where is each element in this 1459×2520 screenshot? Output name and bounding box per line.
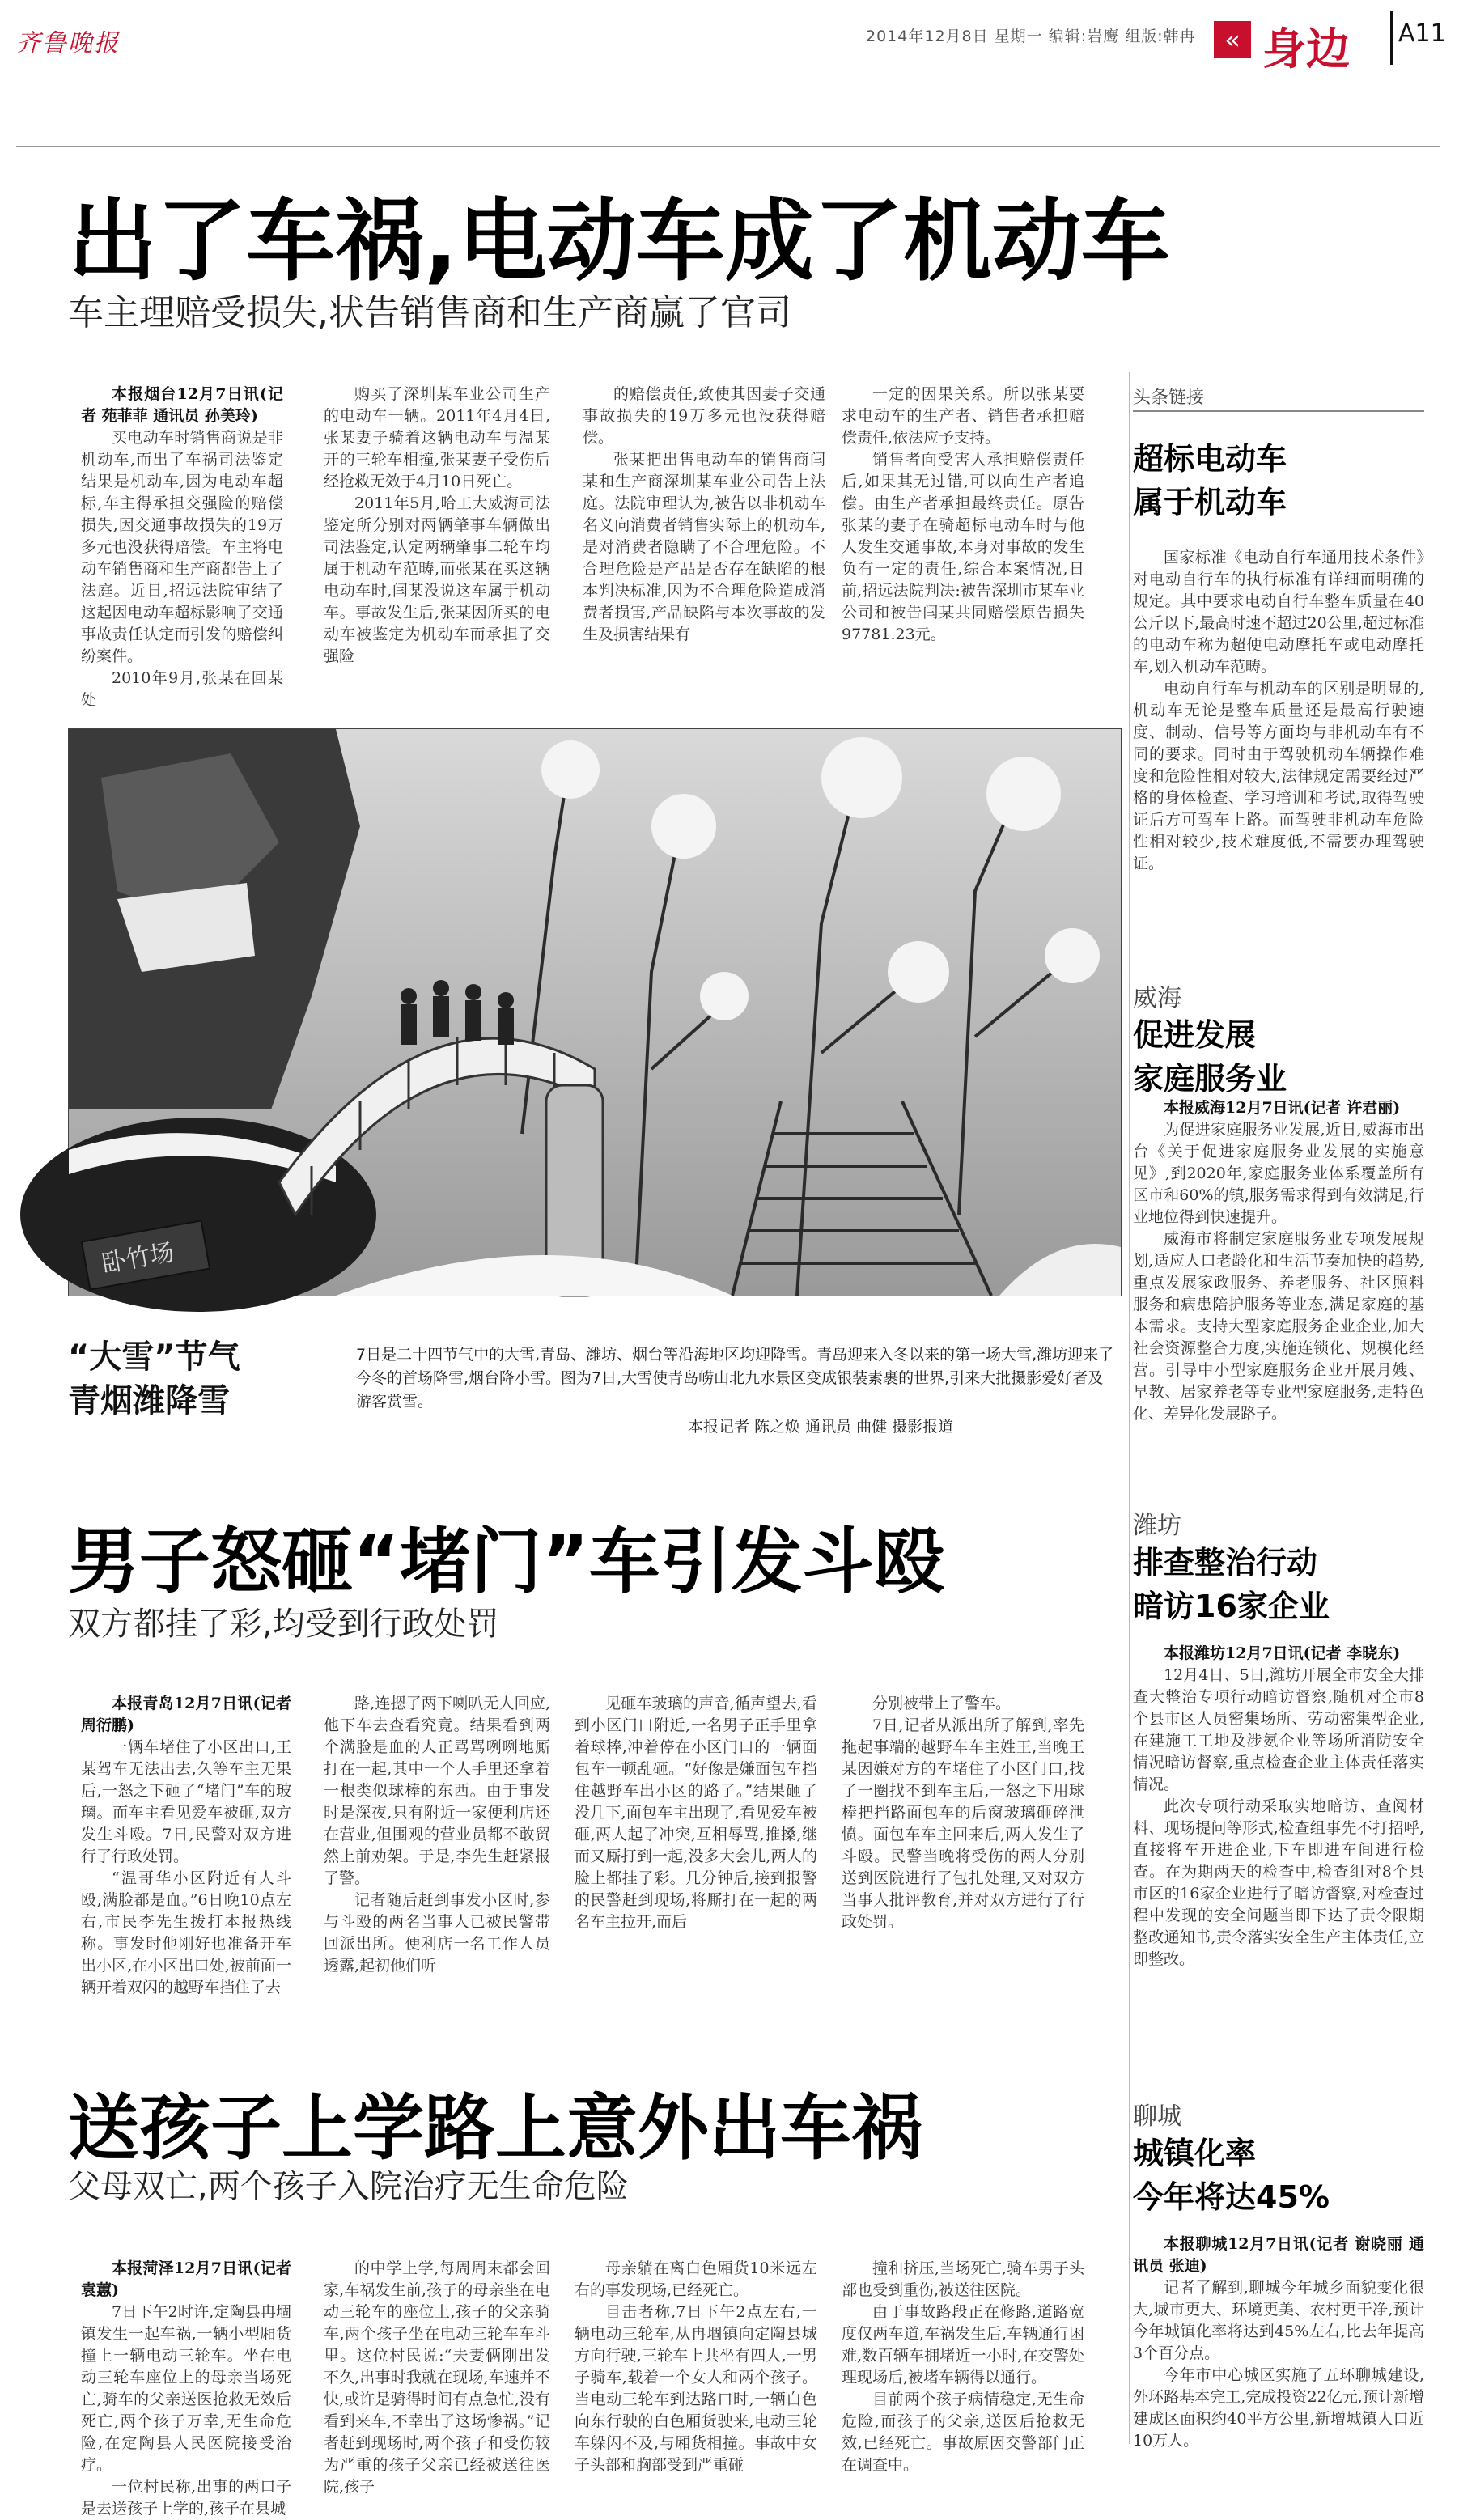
story2-column-2 <box>324 1693 550 2033</box>
paragraph: 一位村民称,出事的两口子是去送孩子上学的,孩子在县城 <box>81 2478 291 2518</box>
paragraph: 目击者称,7日下午2点左右,一辆电动三轮车,从冉堌镇向定陶县城方向行驶,三轮车上共坐有四人,一男子骑车,载着一个女人和两个孩子。当电动三轮车到达路口时,一辆白色向东行驶的白色厢货驶来,电动三轮车躲闪不及,与厢货相撞。事故中女子头部和胸部受到严重碰 <box>575 2303 817 2474</box>
paragraph: 路,连摁了两下喇叭无人回应,他下车去查看究竟。结果看到两个满脸是血的人正骂骂咧咧地厮打在一起,其中一个人手里还拿着一根类似球棒的东西。由于事发时是深夜,只有附近一家便利店还在营业,但围观的营业员都不敢贸然上前劝架。于是,李先生赶紧报了警。 <box>324 1695 550 1887</box>
paragraph: “温哥华小区附近有人斗殴,满脸都是血。”6日晚10点左右,市民李先生拨打本报热线称。事发时他刚好也准备开车出小区,在小区出口处,被前面一辆开着双闪的越野车挡住了去 <box>81 1869 291 1996</box>
story1-headline: 出了车祸,电动车成了机动车 <box>68 189 1170 293</box>
paragraph: 由于事故路段正在修路,道路宽度仅两车道,车祸发生后,车辆通行困难,数百辆车拥堵近一小时,在交警处理现场后,被堵车辆得以通行。 <box>842 2303 1084 2386</box>
newspaper-logo: 齐鲁晚报 <box>16 29 120 57</box>
sidebar-title-line: 属于机动车 <box>1133 485 1287 520</box>
sidebar-block-2-body <box>1133 1097 1424 1478</box>
paragraph: 一辆车堵住了小区出口,王某驾车无法出去,久等车主无果后,一怒之下砸了“堵门”车的玻璃。而车主看见爱车被砸,双方发生斗殴。7日,民警对双方进行了行政处罚。 <box>81 1738 291 1865</box>
story1-column-3 <box>583 384 825 691</box>
paragraph: 威海市将制定家庭服务业专项发展规划,适应人口老龄化和生活节奏加快的趋势,重点发展家政服务、养老服务、社区照料服务和病患陪护服务等业态,满足家庭的基本需求。支持大型家庭服务企业企业,加大社会资源整合力度,实施连锁化、规模化经营。引导中小型家庭服务企业开展月嫂、早教、居家养老等专业型家庭服务,走特色化、差异化发展路子。 <box>1133 1230 1424 1423</box>
sidebar-title-line: 城镇化率 <box>1133 2136 1257 2171</box>
sidebar-block-3-heading <box>1133 1505 1424 1628</box>
snow-photo <box>68 728 1122 1296</box>
paragraph: 国家标准《电动自行车通用技术条件》对电动自行车的执行标准有详细而明确的规定。其中要求电动自行车整车质量在40公斤以下,最高时速不超过20公里,超过标准的电动车称为超便电动摩托车或电动摩托车,划入机动车范畴。 <box>1133 549 1424 676</box>
sidebar-title-line: 家庭服务业 <box>1133 1061 1287 1097</box>
paragraph: 7日下午2时许,定陶县冉堌镇发生一起车祸,一辆小型厢货撞上一辆电动三轮车。坐在电动三轮车座位上的母亲当场死亡,骑车的父亲送医抢救无效后死亡,两个孩子万幸,无生命危险,在定陶县人民医院接受治疗。 <box>81 2303 291 2474</box>
sidebar-kicker: 聊城 <box>1133 2102 1181 2131</box>
paragraph: 的中学上学,每周周末都会回家,车祸发生前,孩子的母亲坐在电动三轮车的座位上,孩子的父亲骑车,两个孩子坐在电动三轮车车斗里。这位村民说:“夫妻俩刚出发不久,出事时我就在现场,车速并不快,或许是骑得时间有点急忙,没有看到来车,不幸出了这场惨祸。”记者赶到现场时,两个孩子和受伤较为严重的孩子父亲已经被送往医院,孩子 <box>324 2259 550 2496</box>
paragraph: 销售者向受害人承担赔偿责任后,如果其无过错,可以向生产者追偿。由生产者承担最终责任。原告张某的妻子在骑超标电动车时与他人发生交通事故,本身对事故的发生负有一定的责任,综合本案情况,日前,招远法院判决:被告深圳市某车业公司和被告闫某共同赔偿原告损失97781.23元。 <box>842 451 1084 643</box>
byline: 本报烟台12月7日讯(记者 苑菲菲 通讯员 孙美玲) <box>81 385 283 425</box>
sidebar-tag: 头条链接 <box>1133 384 1424 412</box>
sidebar-title-line: 暗访16家企业 <box>1133 1589 1330 1624</box>
story3-headline: 送孩子上学路上意外出车祸 <box>68 2086 923 2170</box>
caption-title-line: 青烟潍降雪 <box>68 1382 230 1419</box>
sidebar-title-line: 排查整治行动 <box>1133 1545 1318 1580</box>
story2-column-3 <box>575 1693 817 2033</box>
paragraph: 一定的因果关系。所以张某要求电动车的生产者、销售者承担赔偿责任,依法应予支持。 <box>842 385 1084 447</box>
paragraph: 电动自行车与机动车的区别是明显的,机动车无论是整车质量还是最高行驶速度、制动、信号等方面均与非机动车有不同的要求。同时由于驾驶机动车辆操作难度和危险性相对较大,法律规定需要经过严格的身体检查、学习培训和考试,取得驾驶证后方可驾车上路。而驾驶非机动车危险性相对较少,技术难度低,不需要办理驾驶证。 <box>1133 680 1424 872</box>
paragraph: 此次专项行动采取实地暗访、查阅材料、现场提问等形式,检查组事先不打招呼,直接将车开进企业,下车即进车间进行检查。在为期两天的检查中,检查组对8个县市区的16家企业进行了暗访督察,对检查过程中发现的安全问题当即下达了责令限期整改通知书,责令落实安全生产主体责任,立即整改。 <box>1133 1797 1424 1968</box>
paragraph: 分别被带上了警车。 <box>872 1695 1012 1712</box>
divider <box>1390 11 1393 65</box>
paragraph: 今年市中心城区实施了五环聊城建设,外环路基本完工,完成投资22亿元,预计新增建成区面积约40平方公里,新增城镇人口近10万人。 <box>1133 2366 1424 2450</box>
byline: 本报菏泽12月7日讯(记者 袁蕙) <box>81 2259 291 2299</box>
snow-scene-illustration <box>69 729 1121 1296</box>
paragraph: 母亲躺在离白色厢货10米远左右的事发现场,已经死亡。 <box>575 2259 817 2299</box>
story2-headline: 男子怒砸“堵门”车引发斗殴 <box>68 1520 945 1603</box>
paragraph: 购买了深圳某车业公司生产的电动车一辆。2011年4月4日,张某妻子骑着这辆电动车与温某开的三轮车相撞,张某妻子受伤后经抢救无效于4月10日死亡。 <box>324 385 550 490</box>
paragraph: 记者了解到,聊城今年城乡面貌变化很大,城市更大、环境更美、农村更干净,预计今年城镇化率将达到45%左右,比去年提高3个百分点。 <box>1133 2279 1424 2362</box>
paragraph: 买电动车时销售商说是非机动车,而出了车祸司法鉴定结果是机动车,因为电动车超标,车主得承担交强险的赔偿损失,因交通事故损失的19万多元也没获得赔偿。车主将电动车销售商和生产商都告上了法庭。近日,招远法院审结了这起因电动车超标影响了交通事故责任认定而引发的赔偿纠纷案件。 <box>81 429 283 665</box>
sidebar-kicker: 潍坊 <box>1133 1512 1181 1540</box>
paragraph: 张某把出售电动车的销售商闫某和生产商深圳某车业公司告上法庭。法院审理认为,被告以非机动车名义向消费者销售实际上的机动车,是对消费者隐瞒了不合理危险。不合理危险是产品是否存在缺陷的根本判决标准,因为不合理危险造成消费者损害,产品缺陷与本次事故的发生及损害结果有 <box>583 451 825 643</box>
paragraph: 记者随后赶到事发小区时,参与斗殴的两名当事人已被民警带回派出所。便利店一名工作人员透露,起初他们听 <box>324 1891 550 1975</box>
story3-column-3 <box>575 2258 817 2474</box>
paragraph: 7日,记者从派出所了解到,率先拖起事端的越野车车主姓王,当晚王某因嫌对方的车堵住了小区门口,找了一圈找不到车主后,一怒之下用球棒把挡路面包车的后窗玻璃砸碎泄愤。面包车车主回来后,两人发生了斗殴。民警当晚将受伤的两人分别送到医院进行了包扎处理,又对双方当事人批评教育,并对双方进行了行政处罚。 <box>842 1716 1084 1931</box>
story3-column-4 <box>842 2258 1084 2474</box>
byline: 本报聊城12月7日讯(记者 谢晓丽 通讯员 张迪) <box>1133 2235 1424 2275</box>
paragraph: 为促进家庭服务业发展,近日,威海市出台《关于促进家庭服务业发展的实施意见》,到2020年,家庭服务业体系覆盖所有区市和60%的镇,服务需求得到有效满足,行业地位得到快速提升。 <box>1133 1121 1424 1226</box>
paragraph: 见砸车玻璃的声音,循声望去,看到小区门口附近,一名男子正手里拿着球棒,冲着停在小区门口的一辆面包车一顿乱砸。“好像是嫌面包车挡住越野车出小区的路了。”结果砸了没几下,面包车主出现了,看见爱车被砸,两人起了冲突,互相辱骂,推搡,继而又厮打到一起,没多大会儿,两人的脸上都挂了彩。几分钟后,接到报警的民警赶到现场,将厮打在一起的两名车主拉开,而后 <box>575 1695 817 1931</box>
sidebar-block-4-body <box>1133 2234 1424 2460</box>
story1-column-2 <box>324 384 550 691</box>
story3-column-1 <box>81 2258 291 2518</box>
sidebar-title-line: 促进发展 <box>1133 1017 1257 1053</box>
story3-subhead: 父母双亡,两个孩子入院治疗无生命危险 <box>68 2168 629 2205</box>
sidebar-divider <box>1129 372 1130 2444</box>
story1-column-4 <box>842 384 1084 691</box>
page-number: A11 <box>1398 19 1446 48</box>
photo-caption-title <box>68 1335 240 1423</box>
sidebar-title-line: 超标电动车 <box>1133 441 1287 477</box>
story2-column-1 <box>81 1693 291 2033</box>
sidebar-title-line: 今年将达45% <box>1133 2179 1330 2215</box>
dateline: 2014年12月8日 星期一 编辑:岩鹰 组版:韩冉 <box>866 28 1196 45</box>
section-title: 身边 <box>1262 23 1350 74</box>
sidebar-block-3-body <box>1133 1643 1424 2072</box>
chevron-left-icon: « <box>1214 21 1251 58</box>
byline: 本报威海12月7日讯(记者 许君丽) <box>1164 1099 1401 1117</box>
sidebar-block-4-heading <box>1133 2096 1424 2219</box>
story1-column-1 <box>81 384 283 709</box>
story1-subhead: 车主理赔受损失,状告销售商和生产商赢了官司 <box>68 292 791 333</box>
sidebar-block-2-heading <box>1133 978 1424 1101</box>
header-rule <box>16 146 1440 147</box>
sidebar-kicker: 威海 <box>1133 984 1181 1012</box>
byline: 本报潍坊12月7日讯(记者 李晓东) <box>1164 1644 1401 1662</box>
paragraph: 撞和挤压,当场死亡,骑车男子头部也受到重伤,被送往医院。 <box>842 2259 1084 2299</box>
story3-column-2 <box>324 2258 550 2496</box>
sidebar-block-1-heading <box>1133 437 1424 524</box>
photo-caption-text: 7日是二十四节气中的大雪,青岛、潍坊、烟台等沿海地区均迎降雪。青岛迎来入冬以来的第一场大雪,潍坊迎来了今冬的首场降雪,烟台降小雪。图为7日,大雪使青岛崂山北九水景区变成银装素裹的世界,引来大批摄影爱好者及游客赏雪。 <box>356 1346 1114 1411</box>
sign-text: 卧竹场 <box>100 1238 176 1279</box>
sidebar-block-1-body <box>1133 547 1424 935</box>
photo-credit: 本报记者 陈之焕 通讯员 曲健 摄影报道 <box>688 1418 954 1436</box>
paragraph: 12月4日、5日,潍坊开展全市安全大排查大整治专项行动暗访督察,随机对全市8个县市区人员密集场所、劳动密集型企业,在建施工工地及涉氨企业等场所消防安全情况暗访督察,重点检查企业主体责任落实情况。 <box>1133 1666 1424 1793</box>
paragraph: 的赔偿责任,致使其因妻子交通事故损失的19万多元也没获得赔偿。 <box>583 385 825 447</box>
caption-title-line: “大雪”节气 <box>68 1338 240 1376</box>
paragraph: 目前两个孩子病情稳定,无生命危险,而孩子的父亲,送医后抢救无效,已经死亡。事故原因交警部门正在调查中。 <box>842 2391 1084 2474</box>
story2-subhead: 双方都挂了彩,均受到行政处罚 <box>68 1606 499 1643</box>
byline: 本报青岛12月7日讯(记者 周衍鹏) <box>81 1695 291 1734</box>
paragraph: 2011年5月,哈工大威海司法鉴定所分别对两辆肇事车辆做出司法鉴定,认定两辆肇事二轮车均属于机动车范畴,而张某在买这辆电动车时,闫某没说这车属于机动车。事故发生后,张某因所买的电动车被鉴定为机动车而承担了交强险 <box>324 494 550 665</box>
paragraph: 2010年9月,张某在回某处 <box>81 669 283 709</box>
story2-column-4 <box>842 1693 1084 2033</box>
